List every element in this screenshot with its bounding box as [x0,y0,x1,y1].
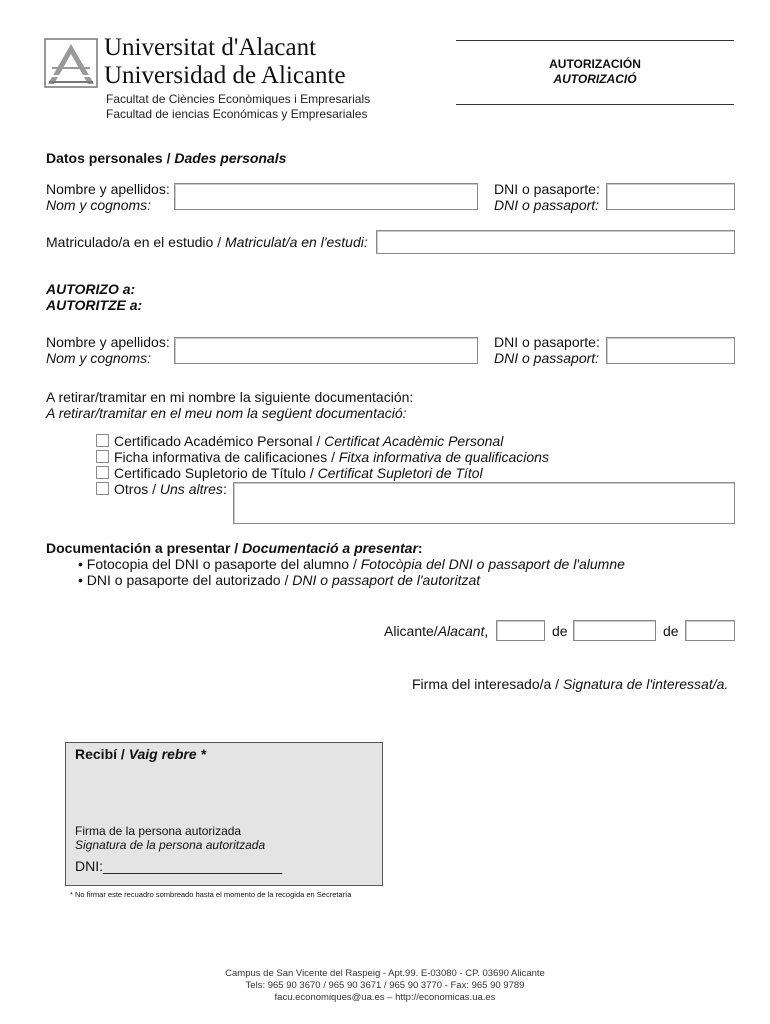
present-docs-title: Documentación a presentar / Documentació a presentar: [46,540,423,556]
enrolled-study-input[interactable] [376,230,735,254]
authorized-dni-label: DNI o pasaporte: DNI o passaport: [494,334,600,366]
date-de-label-2: de [663,623,679,639]
date-day-input[interactable] [496,620,545,641]
doc-checkbox-title-certificate[interactable] [96,466,109,479]
authorized-name-input[interactable] [174,337,478,364]
doc-option-others: Otros / Uns altres: [114,481,227,497]
faculty-name-es: Facultad de iencias Económicas y Empresariales [106,107,368,121]
receipt-dni-line: DNI:_______________________ [75,858,283,874]
faculty-name-ca: Facultat de Ciències Econòmiques i Empresarials [106,92,371,106]
date-month-input[interactable] [573,620,656,641]
authorize-title: AUTORIZO a: AUTORITZE a: [46,281,143,313]
others-textarea[interactable] [233,482,735,524]
doc-checkbox-academic-certificate[interactable] [96,434,109,447]
doc-option-academic-certificate: Certificado Académico Personal / Certificat Acadèmic Personal [114,433,504,449]
doc-title-es: AUTORIZACIÓN [549,57,641,71]
university-name-es: Universidad de Alicante [104,62,346,89]
doc-title-ca: AUTORIZACIÓ [553,72,637,86]
signature-label: Firma del interesado/a / Signatura de l'interessat/a. [412,676,729,692]
receipt-title: Recibí / Vaig rebre * [75,746,206,762]
authorized-dni-input[interactable] [606,337,735,364]
student-name-input[interactable] [174,183,478,210]
present-doc-item-2: • DNI o pasaporte del autorizado / DNI o passaport de l'autoritzat [78,572,481,588]
dni-label: DNI o pasaporte: DNI o passaport: [494,181,600,213]
receipt-note: * No firmar este recuadro sombreado hasta el momento de la recogida en Secretaría [70,890,352,899]
university-logo [44,38,98,88]
title-rule-top [456,40,734,41]
date-year-input[interactable] [685,620,735,641]
date-de-label-1: de [552,623,568,639]
date-place-label: Alicante/Alacant, [384,623,489,639]
footer-address: Campus de San Vicente del Raspeig - Apt.99. E-03080 - CP. 03690 Alicante [225,968,545,979]
section-personal-data: Datos personales / Dades personals [46,150,287,166]
doc-option-grades-sheet: Ficha informativa de calificaciones / Fitxa informativa de qualificacions [114,449,549,465]
footer-phones: Tels: 965 90 3670 / 965 90 3671 / 965 90 3770 - Fax: 965 90 9789 [245,980,525,991]
enrolled-label: Matriculado/a en el estudio / Matriculat/a en l'estudi: [46,234,368,250]
receipt-sign-label-ca: Signatura de la persona autoritzada [75,838,266,852]
student-dni-input[interactable] [606,183,735,210]
receipt-sign-label-es: Firma de la persona autorizada [75,824,242,838]
withdraw-label: A retirar/tramitar en mi nombre la siguiente documentación: A retirar/tramitar en el meu nom la següent documentació: [46,389,414,421]
doc-checkbox-grades-sheet[interactable] [96,450,109,463]
present-doc-item-1: • Fotocopia del DNI o pasaporte del alumno / Fotocòpia del DNI o passaport de l'alumne [78,556,625,572]
name-label: Nombre y apellidos: Nom y cognoms: [46,181,170,213]
title-rule-bottom [456,104,734,105]
doc-option-title-certificate: Certificado Supletorio de Título / Certificat Supletori de Títol [114,465,483,481]
university-name-ca: Universitat d'Alacant [104,34,317,61]
doc-checkbox-others[interactable] [96,482,109,495]
logo-mark-icon [44,38,98,88]
footer-contact: facu.economiques@ua.es – http://economicas.ua.es [274,992,496,1003]
authorized-name-label: Nombre y apellidos: Nom y cognoms: [46,334,170,366]
